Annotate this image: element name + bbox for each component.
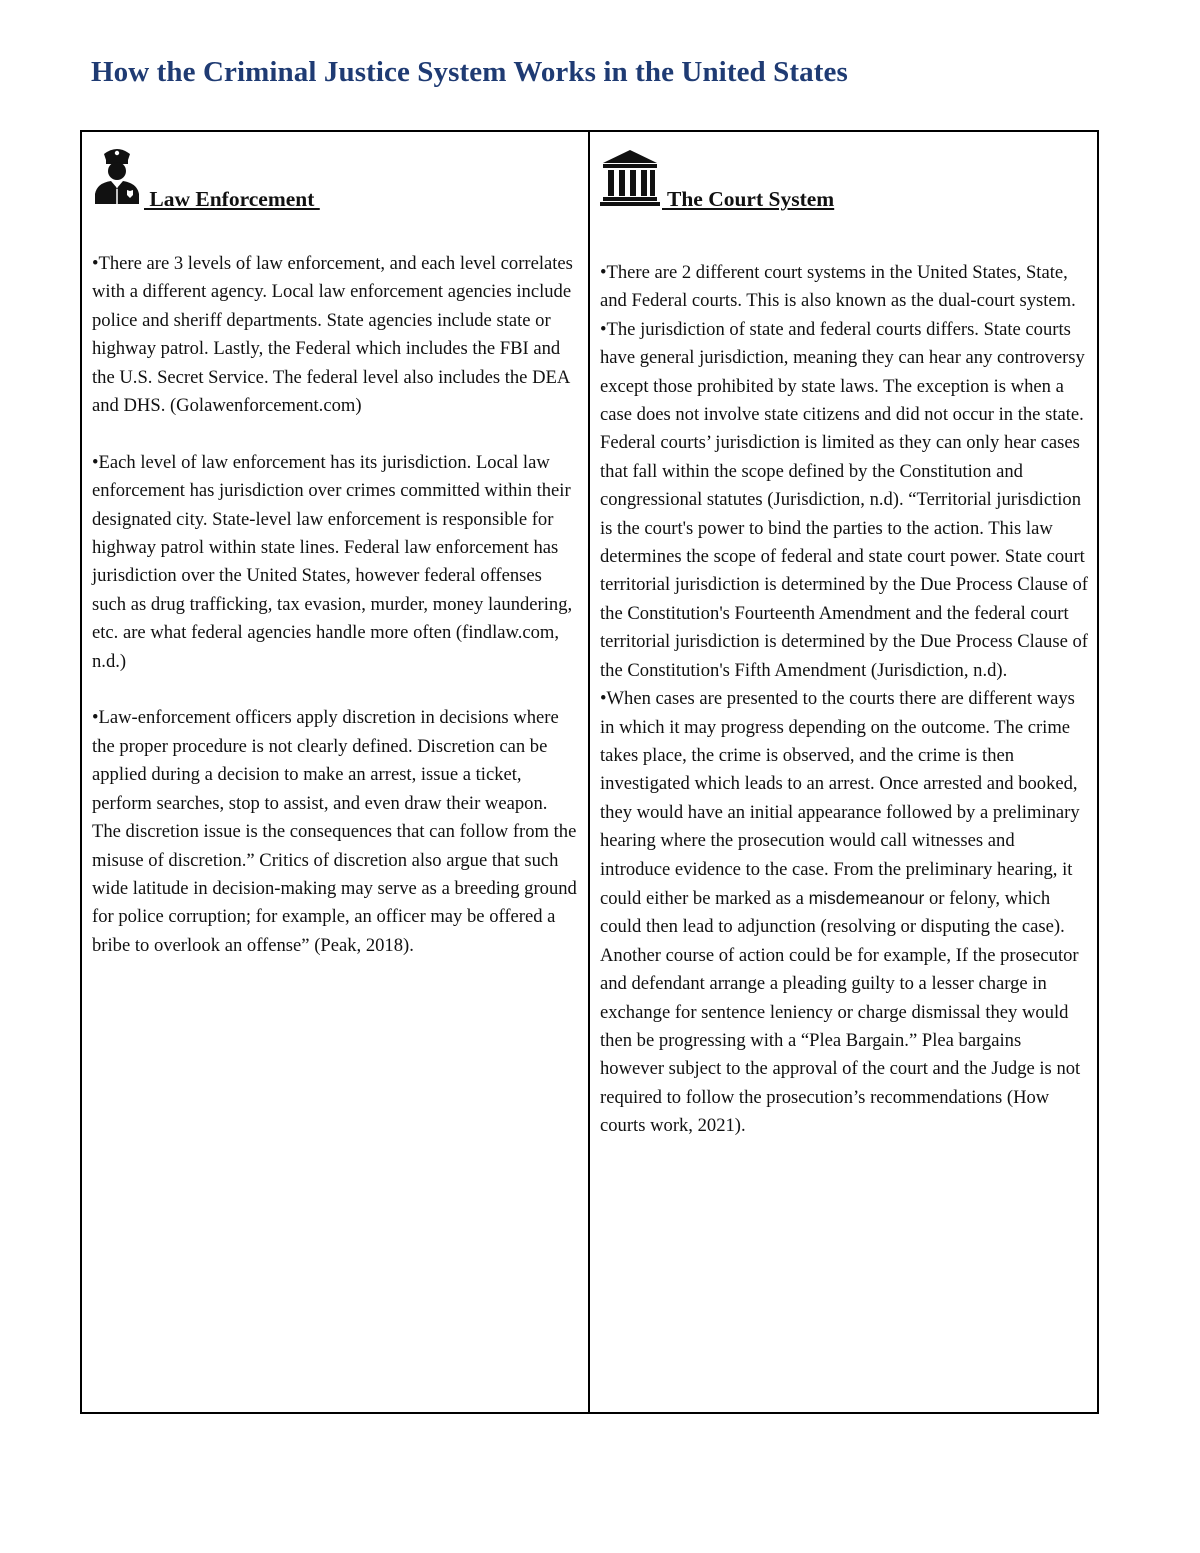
law-enforcement-text: [92, 250, 580, 960]
police-officer-icon: [92, 142, 142, 206]
law-enforcement-paragraph-2: •Each level of law enforcement has its jurisdiction. Local law enforcement has jurisdiction over crimes committed within their designated city. State-level law enforcement is responsible for highway patrol within state lines. Federal law enforcement has jurisdiction over the United States, however federal offenses such as drug trafficking, tax evasion, murder, money laundering, etc. are what federal agencies handle more often (findlaw.com, n.d.): [92, 451, 573, 672]
court-system-paragraph-2: •The jurisdiction of state and federal courts differs. State courts have general jurisdiction, meaning they can hear any controversy except those prohibited by state laws. The exception is when a case does not involve state citizens and did not occur in the state. Federal courts’ jurisdiction is limited as they can only hear cases that fall within the scope defined by the Constitution and congressional statutes (Jurisdiction, n.d). “Territorial jurisdiction is the court's power to bind the parties to the action. This law determines the scope of federal and state court power. State court territorial jurisdiction is determined by the Due Process Clause of the Constitution's Fourteenth Amendment and the federal court territorial jurisdiction is determined by the Due Process Clause of the Constitution's Fifth Amendment (Jurisdiction, n.d).: [600, 318, 1088, 681]
misdemeanour-word: misdemeanour: [808, 887, 925, 908]
law-enforcement-header: [92, 142, 580, 211]
law-enforcement-column: [82, 132, 590, 1412]
law-enforcement-paragraph-3: •Law-enforcement officers apply discretion in decisions where the proper procedure is not clearly defined. Discretion can be applied during a decision to make an arrest, issue a ticket, perform searches, stop to assist, and even draw their weapon. The discretion issue is the consequences that can follow from the misuse of discretion.” Critics of discretion also argue that such wide latitude in decision-making may serve as a breeding ground for police corruption; for example, an officer may be offered a bribe to overlook an offense” (Peak, 2018).: [92, 707, 577, 956]
court-system-title: The Court System: [662, 187, 835, 211]
comparison-table: [80, 130, 1099, 1414]
page-title: How the Criminal Justice System Works in the United States: [91, 56, 848, 88]
law-enforcement-title: Law Enforcement: [144, 187, 320, 211]
court-system-paragraph-3: [600, 685, 1089, 1141]
court-system-header: [600, 142, 1089, 211]
court-paragraph-3-end: or felony, which could then lead to adjunction (resolving or disputing the case). Another course of action could be for example, If the prosecutor and defendant arrange a pleading guilty to a lesser charge in exchange for sentence leniency or charge dismissal they would then be progressing with a “Plea Bargain.” Plea bargains however subject to the approval of the court and the Judge is not required to follow the prosecution’s recommendations (How courts work, 2021).: [600, 887, 1081, 1137]
court-system-text: [600, 259, 1089, 1141]
courthouse-icon: [600, 148, 660, 206]
court-paragraph-3-start: •When cases are presented to the courts there are different ways in which it may progress depending on the outcome. The crime takes place, the crime is observed, and the crime is then investigated which leads to an arrest. Once arrested and booked, they would have an initial appearance followed by a preliminary hearing where the prosecution would call witnesses and introduce evidence to the case. From the preliminary hearing, it could either be marked as a: [600, 688, 1080, 909]
law-enforcement-paragraph-1: •There are 3 levels of law enforcement, and each level correlates with a different agency. Local law enforcement agencies include police and sheriff departments. State agencies include state or highway patrol. Lastly, the Federal which includes the FBI and the U.S. Secret Service. The federal level also includes the DEA and DHS. (Golawenforcement.com): [92, 253, 573, 417]
court-system-column: [590, 132, 1097, 1412]
court-system-paragraph-1: •There are 2 different court systems in the United States, State, and Federal courts. This is also known as the dual-court system.: [600, 262, 1076, 312]
